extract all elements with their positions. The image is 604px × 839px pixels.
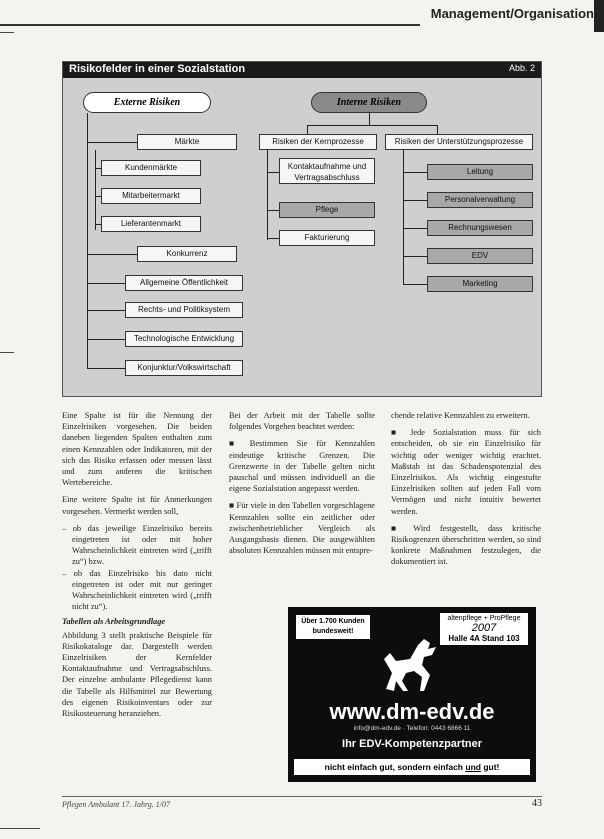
figure-label: Abb. 2 <box>508 63 535 73</box>
connector <box>403 256 427 257</box>
economy-node: Konjunktur/Volkswirtschaft <box>125 360 243 376</box>
text-column-2 <box>229 410 375 562</box>
ad-contact: info@dm-edv.de · Telefon: 0443 6866 11 <box>353 725 471 732</box>
internal-risks-node: Interne Risiken <box>311 92 427 113</box>
header-bar <box>0 24 420 26</box>
margin-mark <box>0 828 40 829</box>
external-risks-node: Externe Risiken <box>83 92 211 113</box>
ad-tagline: Ihr EDV-Kompetenzpartner <box>342 738 482 750</box>
supplier-market-node: Lieferantenmarkt <box>101 216 201 232</box>
list-item: ■ Jede Sozialstation muss für sich entscheiden, ob sie ein Einzelrisiko für wichtig oder weniger wichtig erachtet. Maßstab ist das Schadenspotenzial des Einzelrisikos. Als wichtig eingestufte Einzelrisiken sollten auf jeden Fall vom Vermögen und nicht intuitiv bewertet werden. <box>391 428 541 516</box>
connector <box>403 200 427 201</box>
fair-name: altenpflege + ProPflege <box>447 615 521 622</box>
list-item: – ob das Einzelrisiko bis dato nicht eingetreten ist oder mit nur geringer Wahrscheinlichkeit eintreten wird („trifft nicht zu“). <box>62 568 212 612</box>
technology-node: Technologische Entwicklung <box>125 331 243 347</box>
connector <box>403 228 427 229</box>
connector <box>87 339 125 340</box>
paragraph: chende relative Kennzahlen zu erweitern. <box>391 411 530 420</box>
accounting-node: Rechnungswesen <box>427 220 533 236</box>
connector <box>307 125 437 126</box>
list-item: ■ Bestimmen Sie für Kennzahlen eindeutige kritische Grenzen. Die Grenzwerte in der Tabelle gelten nicht pauschal und müssen individuell an die eigene Sozialstation angepasst werden. <box>229 439 375 494</box>
paragraph: Abbildung 3 stellt praktische Beispiele für Risikokataloge dar. Dargestellt werden Einzelrisiken der Kernfelder Kontaktaufnahme und Vertragsabschluss. Der einzelne ambulante Pflegedienst kann die Tabelle als Hilfsmittel zur Bewertung des eigenen Risikoinventars oder zur Risikosteuerung heranziehen. <box>62 630 212 719</box>
fair-year: 2007 <box>471 622 497 634</box>
connector <box>87 310 125 311</box>
marketing-node: Marketing <box>427 276 533 292</box>
section-tab <box>594 0 604 32</box>
connector <box>437 125 438 134</box>
support-process-risks-node: Risiken der Unterstützungsprozesse <box>385 134 533 150</box>
ad-url[interactable]: www.dm-edv.de <box>329 699 495 724</box>
employee-market-node: Mitarbeitermarkt <box>101 188 201 204</box>
paragraph: Eine weitere Spalte ist für Anmerkungen vorgesehen. Vermerkt werden soll, <box>62 495 212 516</box>
connector <box>87 283 125 284</box>
list-item: ■ Für viele in den Tabellen vorgeschlagene Kennzahlen sollte ein zeitlicher oder zwischenbetrieblicher Vergleich als Ausgangsbasis dienen. Die ausgewählten absoluten Kennzahlen müssen mit entspre- <box>229 501 375 556</box>
connector <box>87 142 137 143</box>
margin-mark <box>0 352 14 353</box>
customer-market-node: Kundenmärkte <box>101 160 201 176</box>
connector <box>87 113 88 369</box>
header-rule <box>0 0 604 32</box>
connector <box>267 150 268 240</box>
connector <box>307 125 308 134</box>
slogan-part: gut! <box>480 762 500 772</box>
list-item: ■ Wird festgestellt, dass kritische Risikogrenzen überschritten werden, so sind konkrete Maßnahmen festzulegen, die dokumentiert ist. <box>391 523 541 567</box>
paragraph: Bei der Arbeit mit der Tabelle sollte folgendes Vorgehen beachtet werden: <box>229 411 375 432</box>
page-number: 43 <box>532 798 542 809</box>
customer-badge: Über 1.700 Kunden bundesweit! <box>296 615 370 639</box>
it-node: EDV <box>427 248 533 264</box>
hr-administration-node: Personalverwaltung <box>427 192 533 208</box>
connector <box>267 238 279 239</box>
invoicing-node: Fakturierung <box>279 230 375 246</box>
markets-node: Märkte <box>137 134 237 150</box>
leadership-node: Leitung <box>427 164 533 180</box>
care-node: Pflege <box>279 202 375 218</box>
connector <box>267 210 279 211</box>
risk-diagram <box>62 61 542 397</box>
connector <box>87 254 137 255</box>
connector <box>95 150 96 230</box>
margin-mark <box>0 32 14 33</box>
slogan-emphasis: und <box>465 762 481 772</box>
list <box>62 523 212 613</box>
connector <box>87 368 125 369</box>
connector <box>403 172 427 173</box>
connector <box>403 284 427 285</box>
figure-title-bar <box>63 62 541 78</box>
figure-title: Risikofelder in einer Sozialstation <box>69 63 246 75</box>
advertisement[interactable] <box>288 607 536 782</box>
horse-logo-icon <box>366 635 458 697</box>
competition-node: Konkurrenz <box>137 246 237 262</box>
footer-rule <box>62 796 542 797</box>
connector <box>369 113 370 125</box>
slogan-part: nicht einfach gut, sondern einfach <box>324 762 466 772</box>
connector <box>267 172 279 173</box>
legal-political-node: Rechts- und Politiksystem <box>125 302 243 318</box>
section-label: Management/Organisation <box>430 6 594 21</box>
list-item: – ob das jeweilige Einzelrisiko bereits eingetreten ist oder mit hoher Wahrscheinlichkeit eintreten wird („trifft zu“) bzw. <box>62 523 212 567</box>
text-column-3 <box>391 410 541 574</box>
contact-contract-node: Kontaktaufnahme und Vertragsabschluss <box>279 158 375 184</box>
core-process-risks-node: Risiken der Kernprozesse <box>259 134 377 150</box>
text-column-1 <box>62 410 212 725</box>
public-node: Allgemeine Öffentlichkeit <box>125 275 243 291</box>
paragraph: Eine Spalte ist für die Nennung der Einzelrisiken vorgesehen. Die beiden daneben liegenden Spalten enthalten zum einen Kennzahlen oder Indikatoren, mit der sich das Risiko erfassen oder messen lässt und zum anderen die kritischen Wertebereiche. <box>62 411 212 488</box>
connector <box>403 150 404 284</box>
journal-citation: Pflegen Ambulant 17. Jahrg. 1/07 <box>62 800 170 809</box>
ad-slogan <box>294 759 530 775</box>
fair-hall: Halle 4A Stand 103 <box>448 634 520 643</box>
subheading: Tabellen als Arbeitsgrundlage <box>62 617 166 627</box>
